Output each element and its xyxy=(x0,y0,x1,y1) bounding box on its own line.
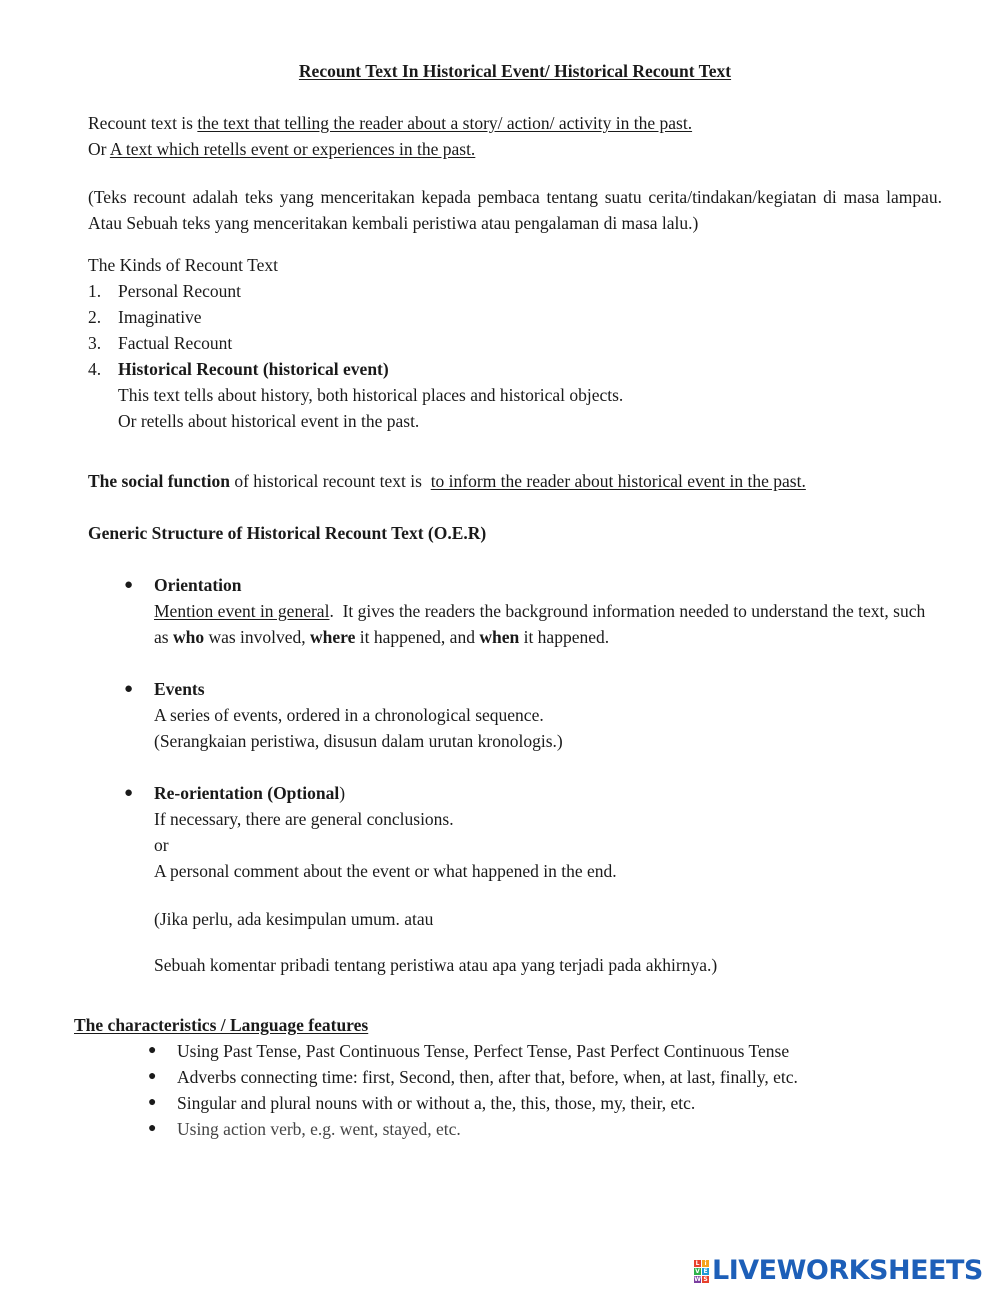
logo-wordmark: LIVEWORKSHEETS xyxy=(712,1255,983,1286)
bullet-icon: ● xyxy=(148,1069,157,1084)
reorientation-title-close: ) xyxy=(339,783,346,803)
events-line-2: (Serangkaian peristiwa, disusun dalam urutan kronologis.) xyxy=(154,731,563,751)
reorientation-title xyxy=(154,780,345,806)
kinds-number: 2. xyxy=(88,307,102,327)
generic-structure-heading: Generic Structure of Historical Recount Text (O.E.R) xyxy=(88,523,487,543)
kinds-item-factual: Factual Recount xyxy=(118,333,233,353)
characteristic-item: Using action verb, e.g. went, stayed, etc. xyxy=(177,1119,461,1139)
orientation-description xyxy=(154,598,944,650)
definition-underlined-1: the text that telling the reader about a story/ action/ activity in the past. xyxy=(197,113,693,133)
kinds-item-personal: Personal Recount xyxy=(118,281,241,301)
bullet-icon: ● xyxy=(148,1095,157,1110)
orientation-text-b: was involved, xyxy=(204,627,311,647)
kinds-number: 1. xyxy=(88,281,102,301)
bullet-icon: ● xyxy=(148,1121,157,1136)
events-title: Events xyxy=(154,679,205,699)
orientation-title: Orientation xyxy=(154,575,242,595)
characteristic-item: Singular and plural nouns with or without a, the, this, those, my, their, etc. xyxy=(177,1093,696,1113)
definition-underlined-2: A text which retells event or experiences in the past. xyxy=(109,139,476,159)
reorientation-line-3: A personal comment about the event or what happened in the end. xyxy=(154,861,617,881)
logo-tile: i xyxy=(702,1260,709,1267)
orientation-text-a: . It gives the readers the background information needed to understand the text, such as xyxy=(154,601,930,647)
reorientation-line-2: or xyxy=(154,835,169,855)
reorientation-line-1: If necessary, there are general conclusions. xyxy=(154,809,454,829)
logo-tile: E xyxy=(703,1267,708,1275)
logo-tile: W xyxy=(694,1275,701,1283)
characteristic-item: Using Past Tense, Past Continuous Tense, Perfect Tense, Past Perfect Continuous Tense xyxy=(177,1041,790,1061)
page-title: Recount Text In Historical Event/ Historical Recount Text xyxy=(298,61,732,81)
orientation-underlined: Mention event in general xyxy=(154,601,330,621)
orientation-text-d: it happened. xyxy=(519,627,610,647)
historical-description-1: This text tells about history, both historical places and historical objects. xyxy=(118,385,624,405)
logo-tile: L xyxy=(695,1259,700,1267)
definition-line-2 xyxy=(88,136,475,162)
kinds-item-historical: Historical Recount (historical event) xyxy=(118,359,389,379)
social-function-label: The social function xyxy=(88,471,230,491)
orientation-when: when xyxy=(479,627,520,647)
events-line-1: A series of events, ordered in a chronological sequence. xyxy=(154,705,544,725)
social-function-underlined: to inform the reader about historical event in the past. xyxy=(430,471,806,491)
kinds-number: 4. xyxy=(88,359,102,379)
reorientation-line-5: Sebuah komentar pribadi tentang peristiwa atau apa yang terjadi pada akhirnya.) xyxy=(154,955,718,975)
orientation-where: where xyxy=(310,627,356,647)
kinds-item-imaginative: Imaginative xyxy=(118,307,202,327)
logo-tile: S xyxy=(703,1275,708,1283)
social-function xyxy=(88,468,806,494)
bullet-icon: ● xyxy=(124,681,134,697)
reorientation-line-4: (Jika perlu, ada kesimpulan umum. atau xyxy=(154,909,434,929)
bullet-icon: ● xyxy=(124,577,134,593)
historical-description-2: Or retells about historical event in the past. xyxy=(118,411,420,431)
definition-prefix-2: Or xyxy=(88,139,110,159)
orientation-who: who xyxy=(172,627,205,647)
kinds-number: 3. xyxy=(88,333,102,353)
definition-prefix-1: Recount text is xyxy=(88,113,198,133)
bullet-icon: ● xyxy=(148,1043,157,1058)
orientation-text-c: it happened, and xyxy=(355,627,480,647)
characteristic-item: Adverbs connecting time: first, Second, then, after that, before, when, at last, finally, etc. xyxy=(177,1067,798,1087)
reorientation-title-bold: Re-orientation (Optional xyxy=(154,783,340,803)
bullet-icon: ● xyxy=(124,785,134,801)
liveworksheets-logo[interactable] xyxy=(694,1256,983,1286)
characteristics-heading: The characteristics / Language features xyxy=(74,1015,369,1035)
social-function-middle: of historical recount text is xyxy=(229,471,431,491)
kinds-heading: The Kinds of Recount Text xyxy=(88,255,278,275)
definition-line-1 xyxy=(88,110,692,136)
logo-mark-icon xyxy=(694,1260,709,1283)
indonesian-translation: (Teks recount adalah teks yang menceritakan kepada pembaca tentang suatu cerita/tindakan/kegiatan di masa lampau. Atau Sebuah teks yang menceritakan kembali peristiwa atau pengalaman di masa lalu.) xyxy=(88,187,942,233)
logo-tile: V xyxy=(695,1267,700,1275)
